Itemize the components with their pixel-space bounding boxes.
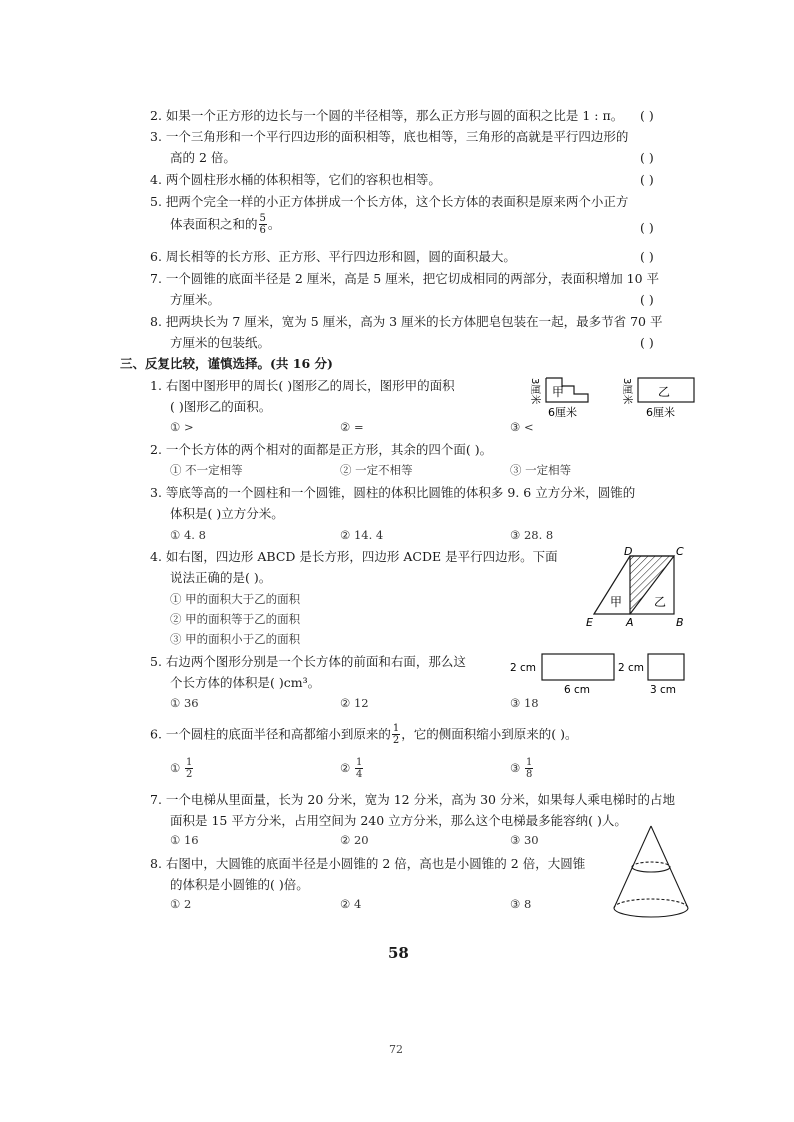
choice-q4-figure [582,544,692,628]
label-yi: 乙 [658,385,671,399]
choice-q1-option-2[interactable]: ② = [340,420,364,434]
right-face [648,654,684,680]
judge-q2-answer[interactable]: ( ) [640,108,654,123]
label-E: E [586,616,593,628]
label-len-a: 6厘米 [548,406,577,419]
judge-q6: 6. 周长相等的长方形、正方形、平行四边形和圆，圆的面积最大。 [150,249,516,264]
scan-page-number: 72 [389,1043,403,1056]
choice-q5-line2: 个长方体的体积是( )cm³。 [170,675,321,690]
choice-q7-option-3[interactable]: ③ 30 [510,833,539,847]
choice-q8-option-2[interactable]: ② 4 [340,897,362,911]
small-base-front [632,867,670,872]
option-frac-num: 1 [185,757,193,768]
choice-q2-option-2[interactable]: ② 一定不相等 [340,463,413,477]
judge-q4-answer[interactable]: ( ) [640,172,654,187]
label-side-a: 3厘米 [529,378,540,405]
option-fraction [355,758,363,780]
judge-q5-fraction [259,214,267,236]
label-jia: 甲 [552,385,565,399]
choice-q3-line2: 体积是( )立方分米。 [170,506,284,521]
choice-q4-option-3[interactable]: ③ 甲的面积小于乙的面积 [170,632,301,646]
judge-q3-answer[interactable]: ( ) [640,150,654,165]
choice-q1-option-1[interactable]: ① > [170,420,194,434]
choice-q3-line1: 3. 等底等高的一个圆柱和一个圆锥，圆柱的体积比圆锥的体积多 9. 6 立方分米，圆锥的 [150,485,636,500]
front-face [542,654,614,680]
judge-q6-answer[interactable]: ( ) [640,249,654,264]
choice-q7-option-1[interactable]: ① 16 [170,833,199,847]
choice-q6-option-1[interactable] [170,758,194,780]
choice-q4-option-1[interactable]: ① 甲的面积大于乙的面积 [170,592,301,606]
choice-q5-option-3[interactable]: ③ 18 [510,696,539,710]
choice-q1-line1: 1. 右图中图形甲的周长( )图形乙的周长，图形甲的面积 [150,378,455,393]
judge-q5-text-post: 。 [267,216,281,232]
judge-q4: 4. 两个圆柱形水桶的体积相等，它们的容积也相等。 [150,172,441,187]
choice-q6 [150,724,578,746]
choice-q6-option-3[interactable] [510,758,534,780]
choice-q4-line1: 4. 如右图，四边形 ABCD 是长方形，四边形 ACDE 是平行四边形。下面 [150,549,558,564]
label-B: B [676,616,684,628]
choice-q8-option-1[interactable]: ① 2 [170,897,192,911]
judge-q5-frac-den: 6 [259,225,266,236]
label-side-b: 3厘米 [621,378,632,405]
choice-q3-option-1[interactable]: ① 4. 8 [170,528,206,542]
choice-q5-option-1[interactable]: ① 36 [170,696,199,710]
option-frac-den: 4 [355,769,363,780]
choice-q5-figure [508,650,694,698]
choice-q8-option-3[interactable]: ③ 8 [510,897,532,911]
label-C: C [676,545,684,558]
judge-q7-answer[interactable]: ( ) [640,292,654,307]
option-mark: ③ [510,761,521,775]
choice-q5-line1: 5. 右边两个图形分别是一个长方体的前面和右面，那么这 [150,654,466,669]
choice-q6-frac-num: 1 [392,723,400,734]
choice-q1-line2: ( )图形乙的面积。 [170,399,272,414]
label-yi: 乙 [654,595,667,609]
judge-q7-line2: 方厘米。 [170,292,221,307]
option-frac-num: 1 [355,757,363,768]
choice-q7-line1: 7. 一个电梯从里面量，长为 20 分米，宽为 12 分米，高为 30 分米，如果每人乘电梯时的占地 [150,792,675,807]
choice-q6-option-2[interactable] [340,758,364,780]
judge-q5-answer[interactable]: ( ) [640,220,654,235]
large-base-back [614,899,688,908]
judge-q8-line2: 方厘米的包装纸。 [170,335,271,350]
choice-q3-option-3[interactable]: ③ 28. 8 [510,528,554,542]
label-h2: 2 cm [618,662,645,674]
label-jia: 甲 [610,595,623,609]
large-base-front [614,908,688,917]
judge-q5-frac-num: 5 [259,213,266,224]
option-frac-num: 1 [525,757,533,768]
label-w1: 6 cm [564,684,591,696]
option-fraction [525,758,533,780]
option-frac-den: 8 [525,769,533,780]
label-len-b: 6厘米 [646,406,675,419]
choice-q6-text-post: ，它的侧面积缩小到原来的( )。 [401,726,578,742]
choice-q3-option-2[interactable]: ② 14. 4 [340,528,384,542]
choice-q2: 2. 一个长方体的两个相对的面都是正方形，其余的四个面( )。 [150,442,493,457]
choice-q6-fraction [392,724,400,746]
option-frac-den: 2 [185,769,193,780]
judge-q3-line1: 3. 一个三角形和一个平行四边形的面积相等，底也相等，三角形的高就是平行四边形的 [150,129,629,144]
label-h1: 2 cm [510,662,537,674]
section3-title: 三、反复比较，谨慎选择。(共 16 分) [120,356,333,371]
label-w2: 3 cm [650,684,677,696]
choice-q2-option-1[interactable]: ① 不一定相等 [170,463,243,477]
judge-q3-line2: 高的 2 倍。 [170,150,236,165]
choice-q8-line2: 的体积是小圆锥的( )倍。 [170,877,309,892]
judge-q8-answer[interactable]: ( ) [640,335,654,350]
judge-q2: 2. 如果一个正方形的边长与一个圆的半径相等，那么正方形与圆的面积之比是 1 : π。 [150,108,624,123]
page-number: 58 [388,944,409,962]
choice-q8-line1: 8. 右图中，大圆锥的底面半径是小圆锥的 2 倍，高也是小圆锥的 2 倍，大圆锥 [150,856,586,871]
choice-q2-option-3[interactable]: ③ 一定相等 [510,463,572,477]
choice-q1-figure [528,374,708,424]
choice-q6-frac-den: 2 [392,735,400,746]
choice-q4-line2: 说法正确的是( )。 [170,570,272,585]
choice-q5-option-2[interactable]: ② 12 [340,696,369,710]
choice-q4-option-2[interactable]: ② 甲的面积等于乙的面积 [170,612,301,626]
judge-q8-line1: 8. 把两块长为 7 厘米，宽为 5 厘米，高为 3 厘米的长方体肥皂包装在一起，最多节省 70 平 [150,314,663,329]
judge-q5-line2 [170,214,280,236]
choice-q8-cone-figure [608,822,694,922]
option-fraction [185,758,193,780]
choice-q6-text-pre: 6. 一个圆柱的底面半径和高都缩小到原来的 [150,726,391,742]
choice-q7-option-2[interactable]: ② 20 [340,833,369,847]
option-mark: ① [170,761,181,775]
choice-q7-line2: 面积是 15 平方分米，占用空间为 240 立方分米，那么这个电梯最多能容纳( )人。 [170,813,627,828]
judge-q7-line1: 7. 一个圆锥的底面半径是 2 厘米，高是 5 厘米，把它切成相同的两部分，表面积增加 10 平 [150,271,660,286]
option-mark: ② [340,761,351,775]
label-D: D [624,545,633,558]
label-A: A [626,616,634,628]
small-base-back [632,862,670,867]
judge-q5-line1: 5. 把两个完全一样的小正方体拼成一个长方体，这个长方体的表面积是原来两个小正方 [150,194,629,209]
judge-q5-text-pre: 体表面积之和的 [170,216,258,232]
choice-q1-option-3[interactable]: ③ < [510,420,534,434]
